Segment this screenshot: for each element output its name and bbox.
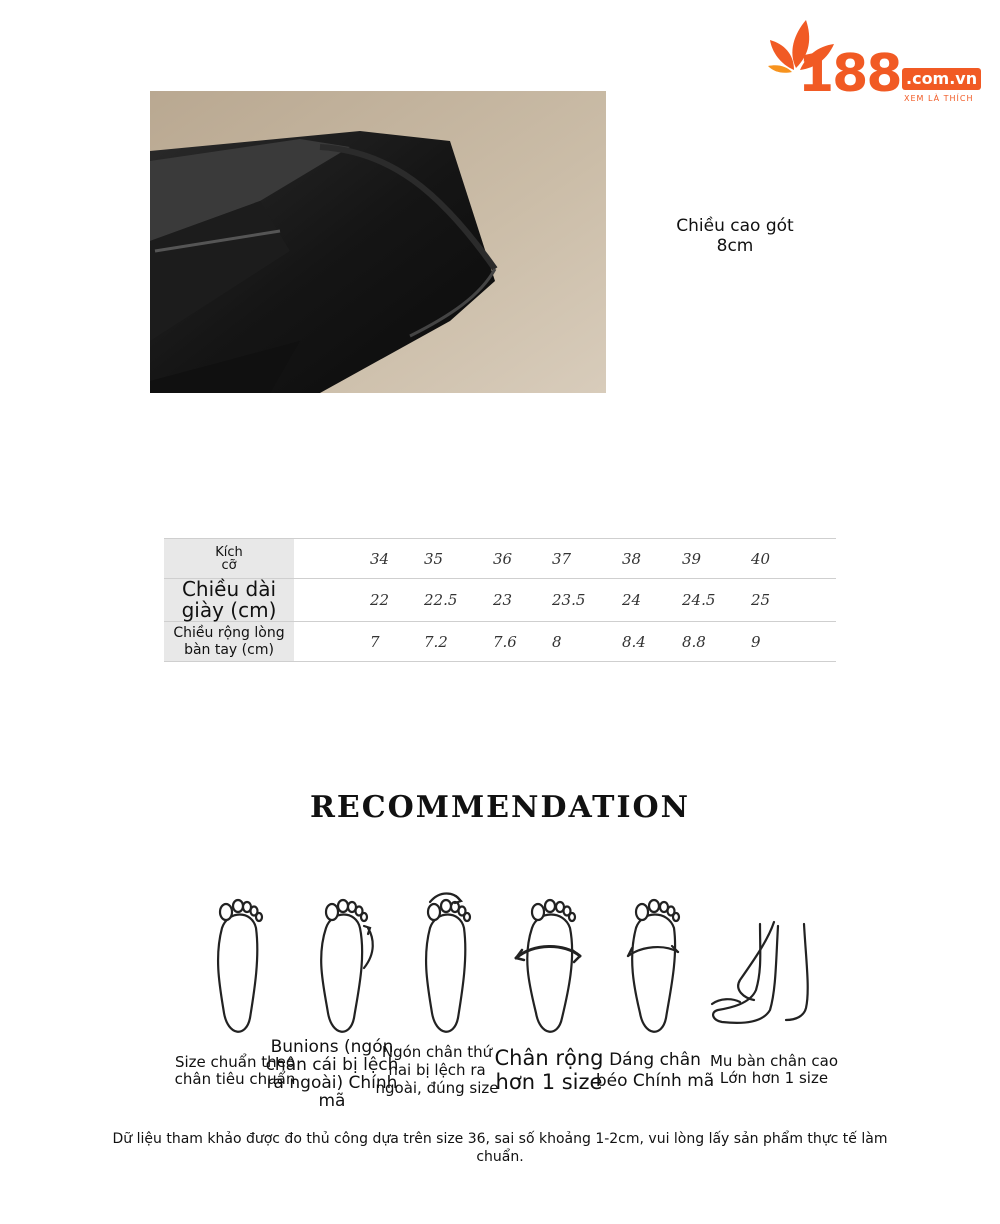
table-cell: 39 xyxy=(682,539,751,579)
table-cell: 36 xyxy=(493,539,552,579)
table-cell: 24.5 xyxy=(682,579,751,622)
row-header-line: Chiều rộng lòng xyxy=(173,624,285,641)
standard-foot-icon xyxy=(218,900,262,1032)
table-cell: 23.5 xyxy=(552,579,622,622)
table-cell: 37 xyxy=(552,539,622,579)
product-photo xyxy=(150,91,606,393)
foot-type-illustrations xyxy=(180,880,836,1040)
foot-label-wide: Chân rộng hơn 1 size xyxy=(494,1046,604,1094)
row-header-size xyxy=(164,539,294,579)
row-header-length xyxy=(164,579,294,622)
row-header-width xyxy=(164,622,294,662)
table-cell: 34 xyxy=(370,539,424,579)
logo-domain: .com.vn xyxy=(902,68,981,90)
second-toe-foot-icon xyxy=(426,894,470,1032)
table-row xyxy=(164,622,836,662)
foot-label-standard: Size chuẩn theo chân tiêu chuẩn xyxy=(174,1053,296,1088)
brand-logo[interactable] xyxy=(766,16,992,106)
recommendation-title: RECOMMENDATION xyxy=(309,790,691,825)
high-instep-foot-icon xyxy=(712,922,808,1023)
fat-foot-icon xyxy=(628,900,679,1032)
logo-number: 188 xyxy=(798,44,901,104)
bunion-foot-icon xyxy=(321,900,373,1032)
wide-foot-icon xyxy=(516,900,580,1032)
row-header-line: cỡ xyxy=(221,557,237,573)
table-row xyxy=(164,579,836,622)
heel-height-title: Chiều cao gót xyxy=(676,216,794,236)
table-cell: 8.8 xyxy=(682,622,751,662)
table-cell: 7.6 xyxy=(493,622,552,662)
row-header-line: Chiều dài xyxy=(181,577,277,601)
table-cell: 40 xyxy=(751,539,836,579)
table-cell: 7 xyxy=(370,622,424,662)
foot-label-bunion: Bunions (ngón chân cái bị lệch ra ngoài) Chính mã xyxy=(265,1037,399,1111)
table-cell: 38 xyxy=(622,539,682,579)
logo-slogan: XEM LÀ THÍCH xyxy=(904,94,974,103)
table-cell: 22 xyxy=(370,579,424,622)
table-cell: 9 xyxy=(751,622,836,662)
heel-height-value: 8cm xyxy=(716,236,754,256)
row-header-line: Kích xyxy=(215,544,243,560)
row-header-line: bàn tay (cm) xyxy=(184,641,274,658)
table-cell: 22.5 xyxy=(424,579,493,622)
table-row xyxy=(164,539,836,579)
heel-height-label xyxy=(660,216,810,256)
size-table xyxy=(164,538,836,662)
table-cell: 35 xyxy=(424,539,493,579)
table-cell: 8.4 xyxy=(622,622,682,662)
foot-label-second-toe: Ngón chân thứ hai bị lệch ra ngoài, đúng size xyxy=(375,1043,499,1097)
table-cell: 7.2 xyxy=(424,622,493,662)
row-header-line: giày (cm) xyxy=(181,598,277,622)
foot-label-fat: Dáng chân béo Chính mã xyxy=(595,1050,715,1091)
table-cell: 24 xyxy=(622,579,682,622)
table-cell: 25 xyxy=(751,579,836,622)
table-cell: 8 xyxy=(552,622,622,662)
table-cell: 23 xyxy=(493,579,552,622)
measurement-footnote: Dữ liệu tham khảo được đo thủ công dựa trên size 36, sai số khoảng 1-2cm, vui lòng lấy sản phẩm thực tế làm chuẩn. xyxy=(112,1131,888,1165)
foot-label-high-instep: Mu bàn chân cao Lớn hơn 1 size xyxy=(709,1052,839,1087)
